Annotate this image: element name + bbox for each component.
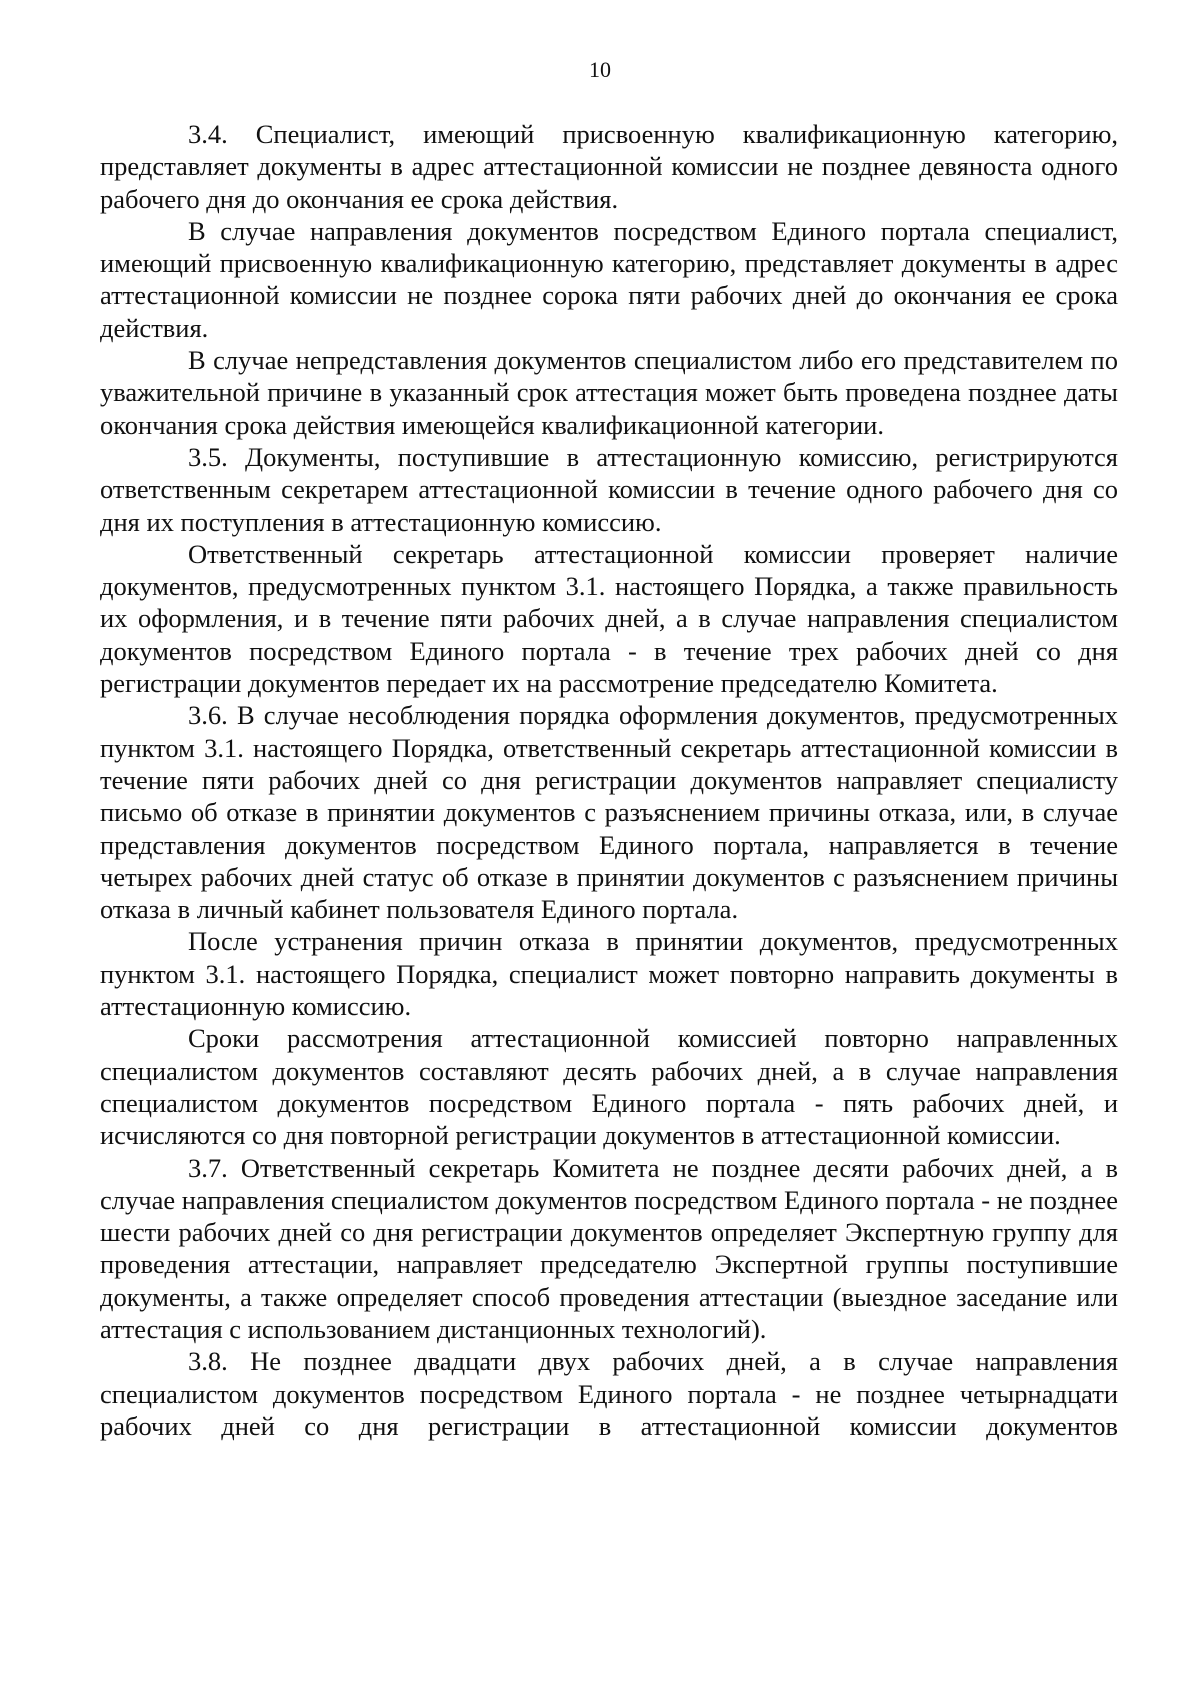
paragraph-3-7: 3.7. Ответственный секретарь Комитета не позднее десяти рабочих дней, а в случае направления специалистом документов посредством Единого портала - не позднее шести рабочих дней со дня регистрации документов определяет Экспертную группу для проведения аттестации, направляет председателю Экспертной группы поступившие документы, а также определяет способ проведения аттестации (выездное заседание или аттестация с использованием дистанционных технологий). (100, 1152, 1118, 1344)
paragraph-resubmission: После устранения причин отказа в принятии документов, предусмотренных пунктом 3.1. настоящего Порядка, специалист может повторно направить документы в аттестационную комиссию. (100, 926, 1118, 1022)
paragraph-portal-deadline: В случае направления документов посредством Единого портала специалист, имеющий присвоенную квалификационную категорию, представляет документы в адрес аттестационной комиссии не позднее сорока пяти рабочих дней до окончания ее срока действия. (100, 215, 1118, 343)
page-number: 10 (589, 57, 611, 82)
document-body (100, 118, 1118, 1442)
paragraph-secretary-check: Ответственный секретарь аттестационной комиссии проверяет наличие документов, предусмотренных пунктом 3.1. настоящего Порядка, а также правильность их оформления, и в течение пяти рабочих дней, а в случае направления специалистом документов посредством Единого портала - в течение трех рабочих дней со дня регистрации документов передает их на рассмотрение председателю Комитета. (100, 538, 1118, 699)
paragraph-3-4: 3.4. Специалист, имеющий присвоенную квалификационную категорию, представляет документы в адрес аттестационной комиссии не позднее девяноста одного рабочего дня до окончания ее срока действия. (100, 119, 1118, 214)
paragraph-3-8: 3.8. Не позднее двадцати двух рабочих дней, а в случае направления специалистом документов посредством Единого портала - не позднее четырнадцати рабочих дней со дня регистрации в аттестационной комиссии документов (100, 1346, 1118, 1441)
paragraph-review-terms: Сроки рассмотрения аттестационной комиссией повторно направленных специалистом документов составляют десять рабочих дней, а в случае направления специалистом документов посредством Единого портала - пять рабочих дней, и исчисляются со дня повторной регистрации документов в аттестационной комиссии. (100, 1023, 1118, 1151)
paragraph-3-6: 3.6. В случае несоблюдения порядка оформления документов, предусмотренных пунктом 3.1. настоящего Порядка, ответственный секретарь аттестационной комиссии в течение пяти рабочих дней со дня регистрации документов направляет специалисту письмо об отказе в принятии документов с разъяснением причины отказа, или, в случае представления документов посредством Единого портала, направляется в течение четырех рабочих дней статус об отказе в принятии документов с разъяснением причины отказа в личный кабинет пользователя Единого портала. (100, 700, 1118, 925)
paragraph-non-submission: В случае непредставления документов специалистом либо его представителем по уважительной причине в указанный срок аттестация может быть проведена позднее даты окончания срока действия имеющейся квалификационной категории. (100, 345, 1118, 440)
paragraph-3-5: 3.5. Документы, поступившие в аттестационную комиссию, регистрируются ответственным секретарем аттестационной комиссии в течение одного рабочего дня со дня их поступления в аттестационную комиссию. (100, 441, 1118, 537)
